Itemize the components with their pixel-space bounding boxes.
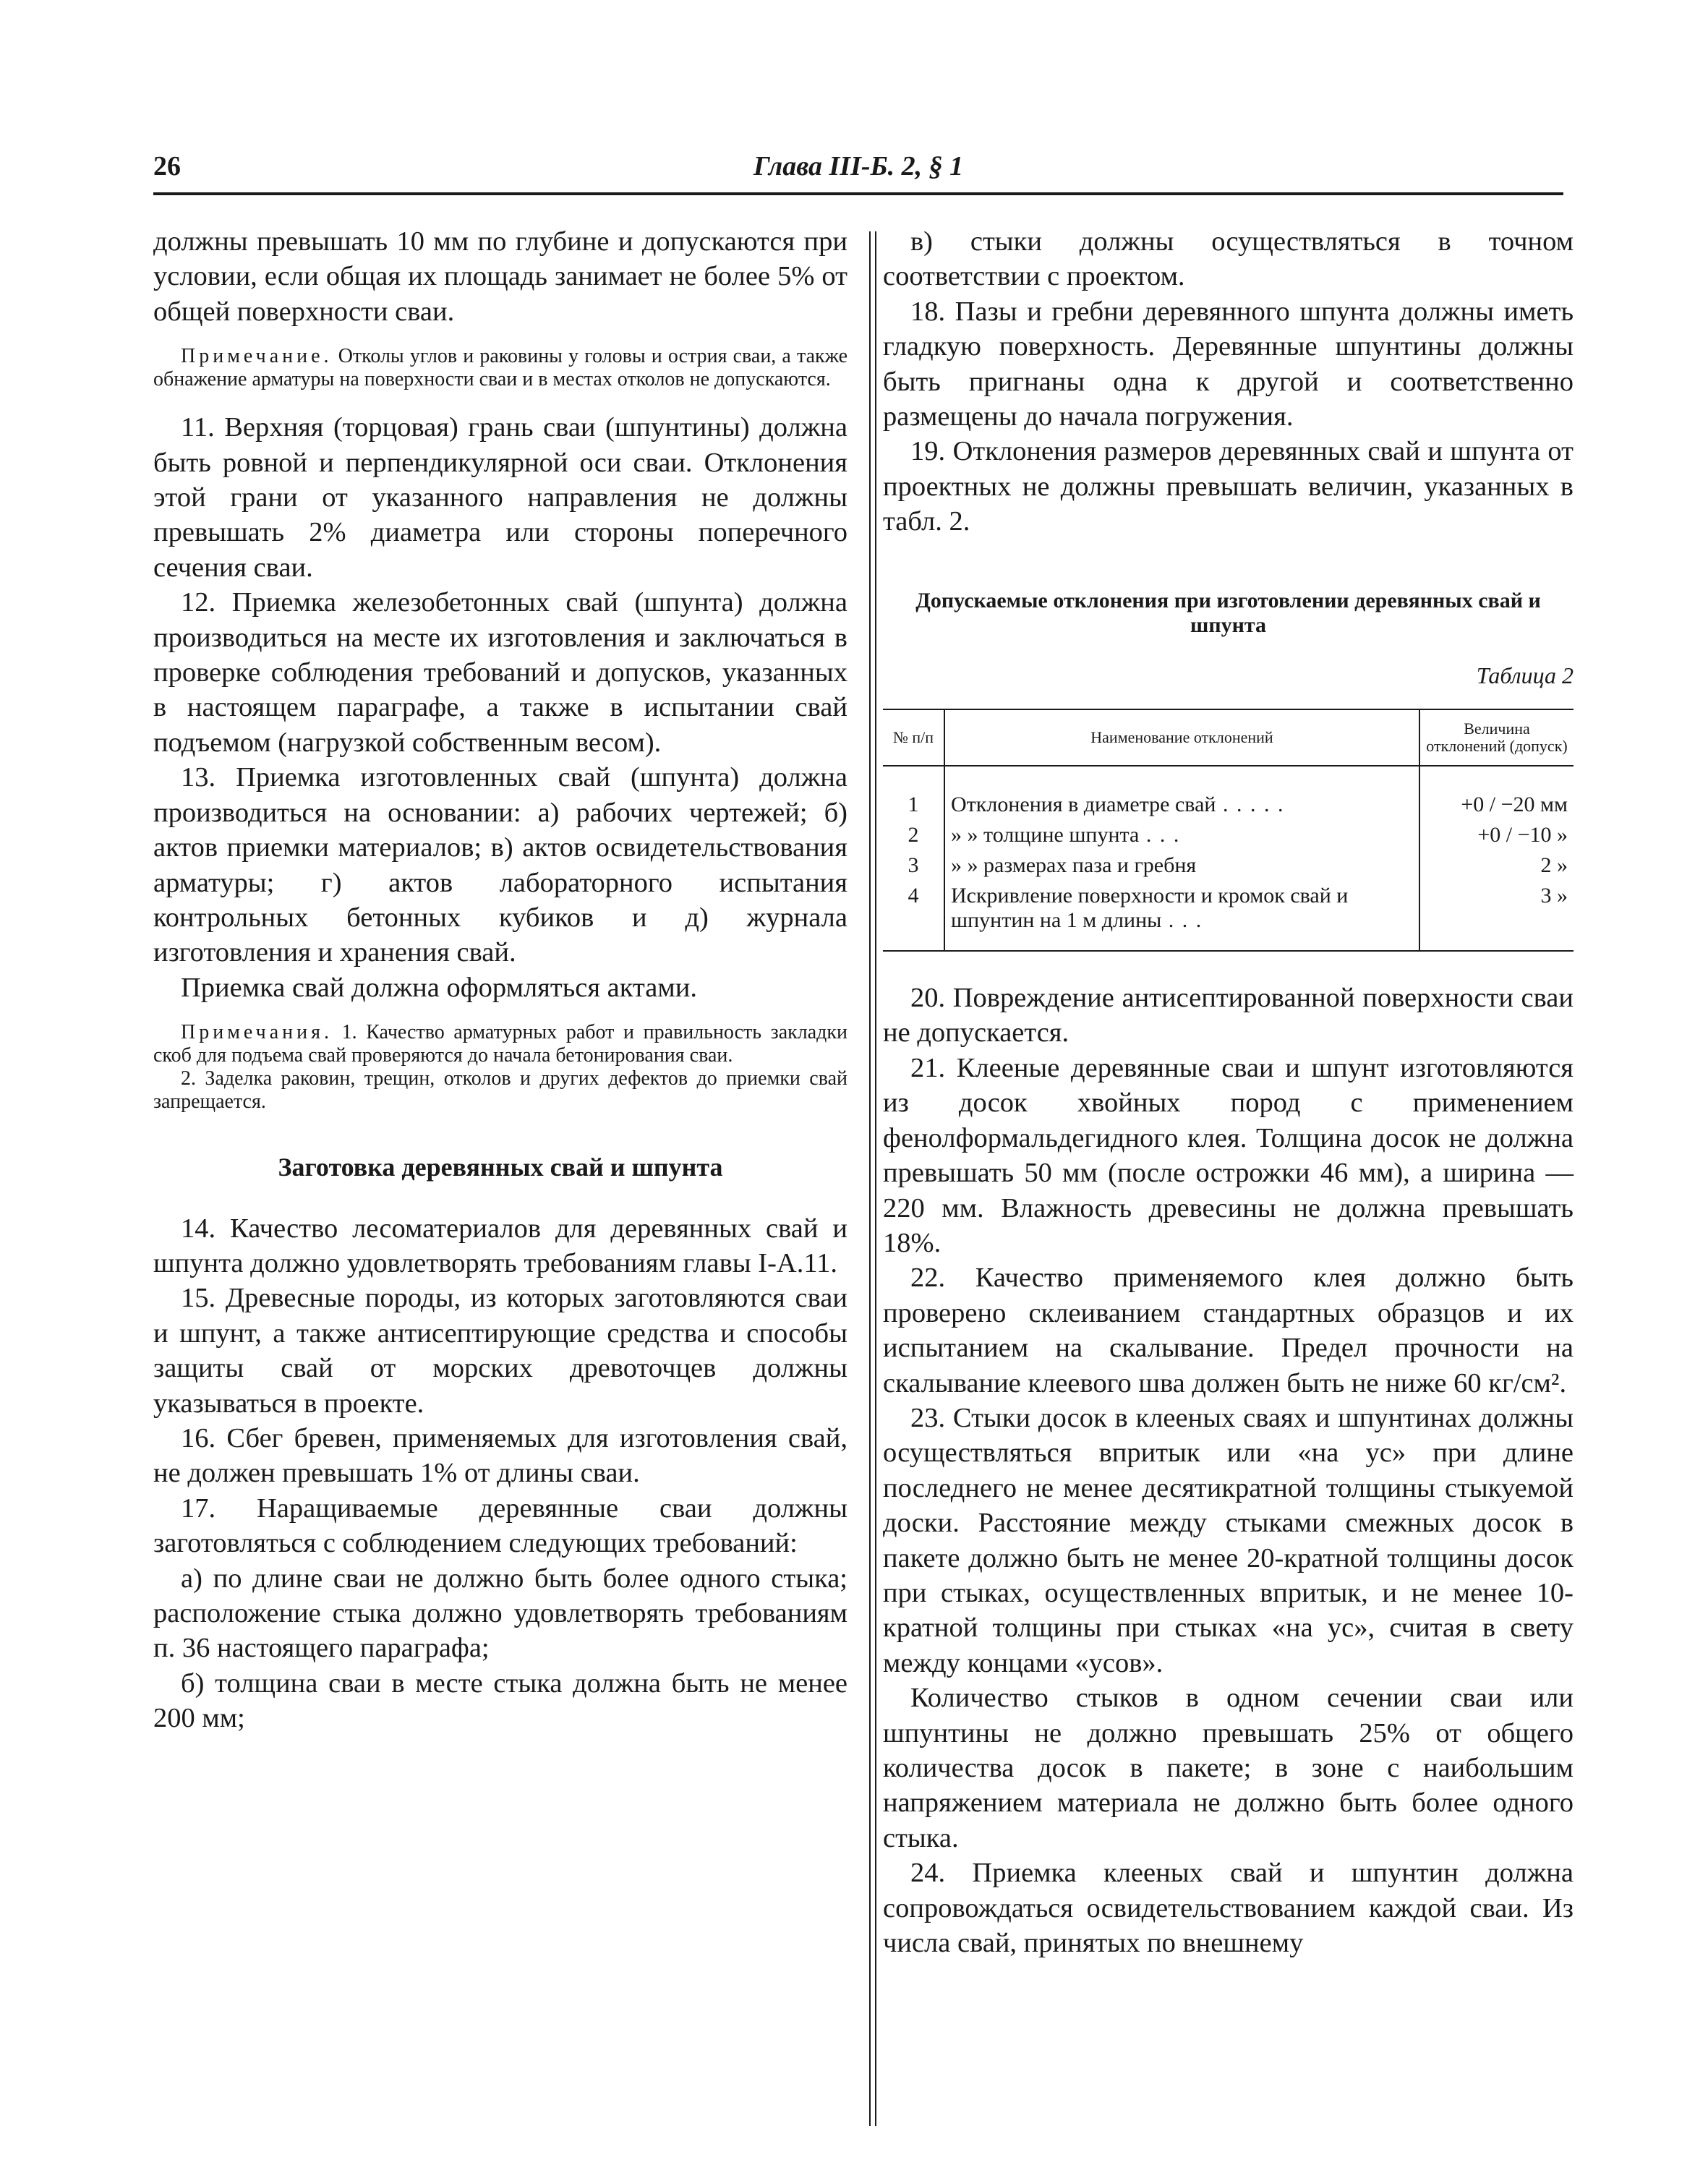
deviations-table (883, 709, 1574, 952)
row-num: 1 (883, 766, 944, 820)
page-number: 26 (153, 151, 181, 182)
paragraph-23b: Количество стыков в одном сечении сваи или шпунтины не должно превышать 25% от общего количества досок в пакете; в зоне с наибольшим напряжением материала не должно быть более одного стыка. (883, 1683, 1574, 1853)
row-name-text: » » размерах паза и гребня (951, 853, 1197, 878)
header-rule (153, 192, 1563, 195)
paragraph-14: 14. Качество лесоматериалов для деревянных свай и шпунта должно удовлетворять требованиям главы I-А.11. (153, 1213, 847, 1278)
paragraph-20: 20. Повреждение антисептированной поверхности сваи не допускается. (883, 983, 1574, 1049)
col-header-value: Величина отклонений (допуск) (1419, 709, 1574, 766)
row-name (944, 881, 1419, 951)
row-value: 3 » (1419, 881, 1574, 951)
paragraph-24: 24. Приемка клееных свай и шпунтин должна сопровождаться освидетельствованием каждой сваи. Из числа свай, принятых по внешнему (883, 1858, 1574, 1959)
paragraph-12: 12. Приемка железобетонных свай (шпунта) должна производиться на месте их изготовления и заключаться в проверке соблюдения требований и допусков, указанных в настоящем параграфе, а также в испытании свай подъемом (нагрузкой собственным весом). (153, 587, 847, 758)
table-label: Таблица 2 (1476, 662, 1574, 688)
row-num: 2 (883, 820, 944, 850)
row-value: +0 / −20 мм (1461, 793, 1568, 817)
row-value: +0 / −10 » (1477, 823, 1568, 847)
paragraph-17: 17. Наращиваемые деревянные сваи должны заготовляться с соблюдением следующих требований: (153, 1492, 847, 1559)
note-2 (153, 1021, 847, 1114)
paragraph-17c: в) стыки должны осуществляться в точном соответствии с проектом. (883, 226, 1574, 292)
paragraph-23: 23. Стыки досок в клееных сваях и шпунтинах должны осуществляться впритык или «на ус» при длине последнего не менее десятикратной толщины стыкуемой доски. Расстояние между стыками смежных досок в пакете должно быть не менее 20-кратной толщины досок при стыках, осуществленных впритык, и не менее 10-кратной толщины при стыках «на ус», считая в свету между концами «усов». (883, 1402, 1574, 1678)
row-leader: . . . (1139, 823, 1181, 847)
chapter-title: Глава III-Б. 2, § 1 (753, 151, 964, 182)
paragraph-13: 13. Приемка изготовленных свай (шпунта) должна производиться на основании: а) рабочих чертежей; б) актов приемки материалов; в) актов освидетельствования арматуры; г) актов лабораторного испытания контрольных бетонных кубиков и д) журнала изготовления и хранения свай. (153, 762, 847, 968)
row-value: 2 » (1540, 853, 1568, 878)
note-label: Примечание. (181, 345, 333, 368)
row-leader: . . . . . (1216, 793, 1285, 817)
note-text: 1. Качество арматурных работ и правильность закладки скоб для подъема свай проверяются до начала бетонирования сваи. (153, 1021, 847, 1067)
table-row (883, 850, 1574, 881)
note-1 (153, 345, 847, 391)
paragraph-15: 15. Древесные породы, из которых заготовляются сваи и шпунт, а также антисептирующие средства и способы защиты свай от морских древоточцев должны указываться в проекте. (153, 1283, 847, 1419)
row-name-text: Искривление поверхности и кромок свай и шпунтин на 1 м длины (951, 884, 1349, 933)
page-header (153, 150, 1563, 188)
row-leader: . . . (1161, 908, 1203, 933)
paragraph-continued: должны превышать 10 мм по глубине и допускаются при условии, если общая их площадь занимает не более 5% от общей поверхности сваи. (153, 226, 847, 327)
paragraph-19: 19. Отклонения размеров деревянных свай и шпунта от проектных не должны превышать величин, указанных в табл. 2. (883, 436, 1574, 537)
paragraph-21: 21. Клееные деревянные сваи и шпунт изготовляются из досок хвойных пород с применением фенолформальдегидного клея. Толщина досок не должна превышать 50 мм (после острожки 46 мм), а ширина — 220 мм. Влажность древесины не должна превышать 18%. (883, 1052, 1574, 1258)
note-text-2: 2. Заделка раковин, трещин, отколов и других дефектов до приемки свай запрещается. (153, 1067, 847, 1114)
paragraph-11: 11. Верхняя (торцовая) грань сваи (шпунтины) должна быть ровной и перпендикулярной оси сваи. Отклонения этой грани от указанного направления не должны превышать 2% диаметра или стороны поперечного сечения сваи. (153, 412, 847, 583)
paragraph-17a: а) по длине сваи не должно быть более одного стыка; расположение стыка должно удовлетворять требованиям п. 36 настоящего параграфа; (153, 1563, 847, 1664)
table-row (883, 881, 1574, 951)
table-row (883, 766, 1574, 820)
row-num: 3 (883, 850, 944, 881)
row-name (944, 766, 1419, 820)
left-column (153, 224, 847, 1736)
row-num: 4 (883, 881, 944, 951)
row-name (944, 820, 1419, 850)
note-text: Отколы углов и раковины у головы и острия сваи, а также обнажение арматуры на поверхности сваи и в местах отколов не допускаются. (153, 345, 847, 391)
paragraph-22: 22. Качество применяемого клея должно быть проверено склеиванием стандартных образцов и их испытанием на скалывание. Предел прочности на скалывание клеевого шва должен быть не ниже 60 кг/см². (883, 1263, 1574, 1398)
column-divider (869, 231, 876, 2126)
right-column (883, 224, 1574, 1960)
col-header-name: Наименование отклонений (944, 709, 1419, 766)
row-name-text: Отклонения в диаметре свай (951, 793, 1216, 817)
row-name-text: » » толщине шпунта (951, 823, 1140, 847)
table-caption: Допускаемые отклонения при изготовлении деревянных свай и шпунта (915, 588, 1541, 637)
paragraph-17b: б) толщина сваи в месте стыка должна быть не менее 200 мм; (153, 1667, 847, 1734)
col-header-num: № п/п (883, 709, 944, 766)
row-name (944, 850, 1419, 881)
note-label: Примечания. (181, 1021, 333, 1044)
section-heading: Заготовка деревянных свай и шпунта (278, 1153, 723, 1182)
paragraph-18: 18. Пазы и гребни деревянного шпунта должны иметь гладкую поверхность. Деревянные шпунтины должны быть пригнаны одна к другой и соответственно размещены до начала погружения. (883, 296, 1574, 432)
paragraph-16: 16. Сбег бревен, применяемых для изготовления свай, не должен превышать 1% от длины сваи. (153, 1422, 847, 1489)
paragraph-13b: Приемка свай должна оформляться актами. (181, 972, 697, 1003)
table-row (883, 820, 1574, 850)
